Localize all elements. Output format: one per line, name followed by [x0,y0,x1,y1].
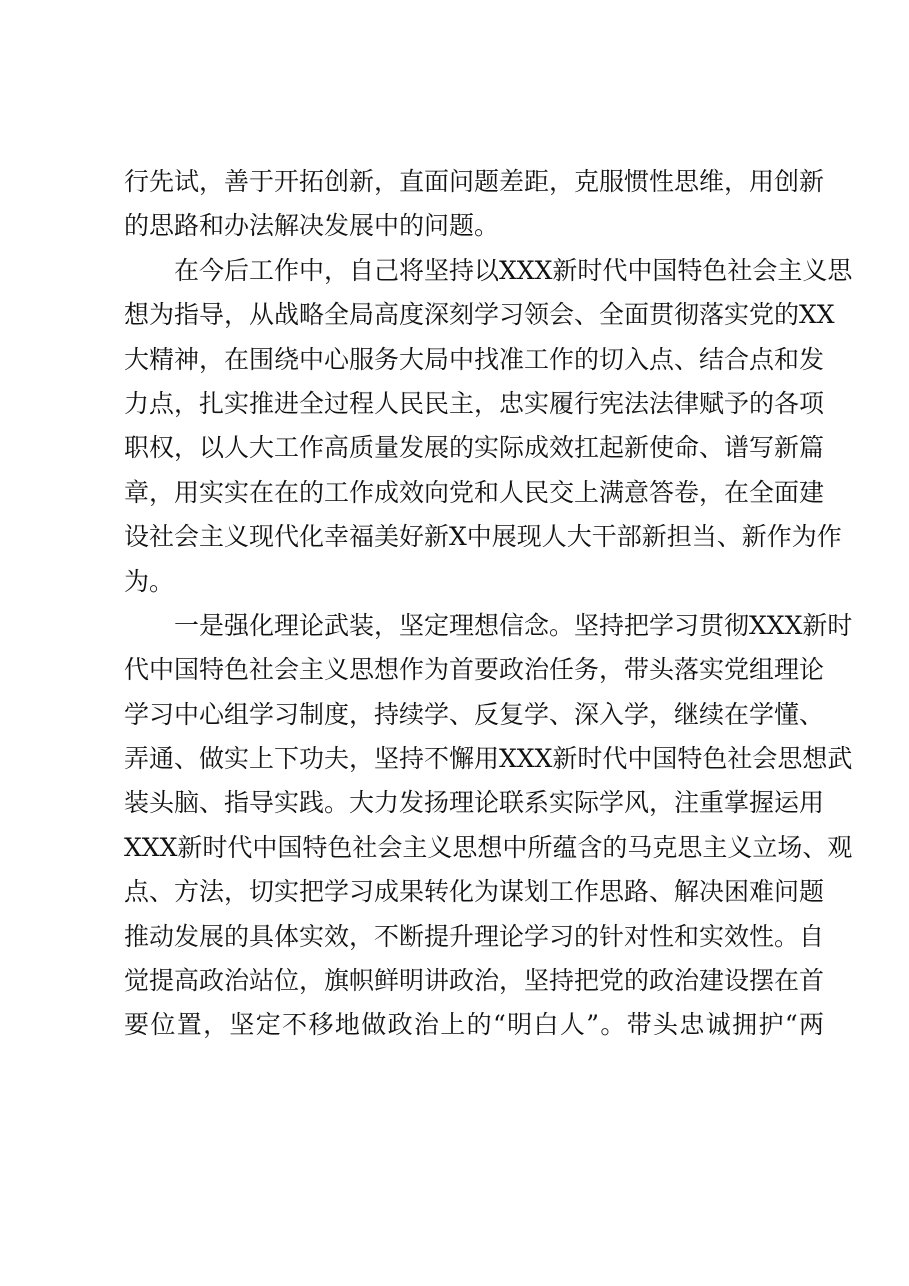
text-line: 代中国特色社会主义思想作为首要政治任务，带头落实党组理论 [124,655,825,685]
text-line: 力点，扎实推进全过程人民民主，忠实履行宪法法律赋予的各项 [124,388,825,418]
text-line: 行先试，善于开拓创新，直面问题差距，克服惯性思维，用创新 [124,167,825,196]
paragraph-continuation [124,160,824,249]
text-line: 点、方法，切实把学习成果转化为谋划工作思路、解决困难问题 [124,877,825,907]
text-line: 学习中心组学习制度，持续学、反复学、深入学，继续在学懂、 [124,699,825,729]
text-line: 设社会主义现代化幸福美好新X中展现人大干部新担当、新作为作 [124,522,842,552]
text-line: 为。 [124,566,175,596]
text-line: 想为指导，从战略全局高度深刻学习领会、全面贯彻落实党的XX [124,300,835,330]
text-line: 觉提高政治站位，旗帜鲜明讲政治，坚持把党的政治建设摆在首 [124,966,825,996]
text-line: 推动发展的具体实效，不断提升理论学习的针对性和实效性。自 [124,921,825,951]
text-line: XXX新时代中国特色社会主义思想中所蕴含的马克思主义立场、观 [124,832,853,862]
text-line: 的思路和办法解决发展中的问题。 [124,211,500,241]
text-line: 装头脑、指导实践。大力发扬理论联系实际学风，注重掌握运用 [124,788,825,818]
text-line: 职权，以人大工作高质量发展的实际成效扛起新使命、谱写新篇 [124,433,825,463]
text-line: 弄通、做实上下功夫，坚持不懈用XXX新时代中国特色社会思想武 [124,744,853,774]
paragraph-future-work [124,249,853,604]
text-line: 在今后工作中，自己将坚持以XXX新时代中国特色社会主义思 [174,255,853,285]
text-line: 章，用实实在在的工作成效向党和人民交上满意答卷，在全面建 [124,477,825,507]
text-line: 要位置，坚定不移地做政治上的“明白人”。带头忠诚拥护“两 [124,1010,824,1040]
document-body [124,160,853,1048]
paragraph-theory-study [124,604,853,1048]
text-line: 大精神，在围绕中心服务大局中找准工作的切入点、结合点和发 [124,344,825,374]
text-line: 一是强化理论武装，坚定理想信念。坚持把学习贯彻XXX新时 [174,610,853,640]
